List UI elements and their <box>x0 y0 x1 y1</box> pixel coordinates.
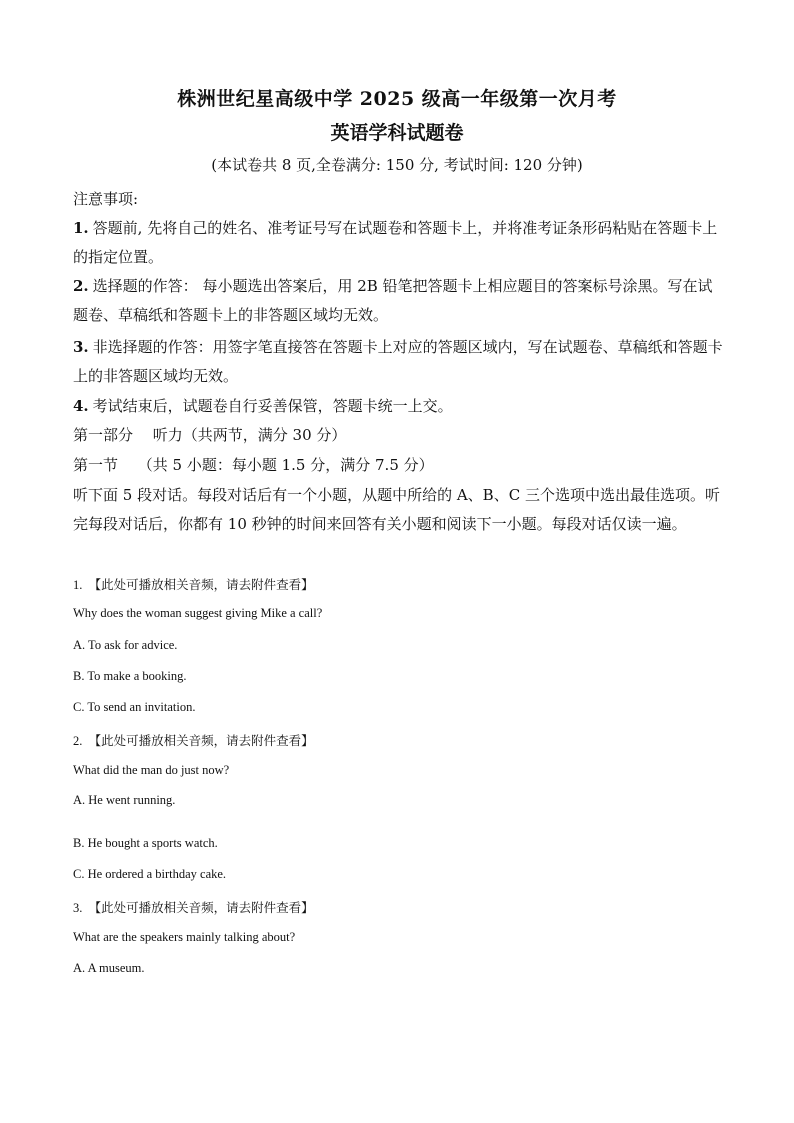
option: A. A museum. <box>73 961 145 975</box>
note-number: 1. <box>73 219 89 237</box>
note-item <box>73 333 723 391</box>
option: C. To send an invitation. <box>73 700 196 714</box>
section1-heading: 第一节 （共 5 小题：每小题 1.5 分，满分 7.5 分） <box>73 456 434 474</box>
option: B. He bought a sports watch. <box>73 836 218 850</box>
option: A. He went running. <box>73 793 176 807</box>
question-label: 2. 【此处可播放相关音频，请去附件查看】 <box>73 734 314 748</box>
note-number: 3. <box>73 338 89 356</box>
question-label: 1. 【此处可播放相关音频，请去附件查看】 <box>73 578 314 592</box>
part1-heading: 第一部分 听力（共两节，满分 30 分） <box>73 426 347 444</box>
note-number: 4. <box>73 397 89 415</box>
note-item <box>73 392 723 421</box>
question-label: 3. 【此处可播放相关音频，请去附件查看】 <box>73 901 314 915</box>
notes-heading: 注意事项: <box>73 190 139 208</box>
note-item <box>73 272 723 330</box>
section1-instructions: 听下面 5 段对话。每段对话后有一个小题，从题中所给的 A、B、C 三个选项中选出最佳选项。听完每段对话后，你都有 10 秒钟的时间来回答有关小题和阅读下一小题。每段对话仅读一遍。 <box>73 486 720 533</box>
exam-title: 株洲世纪星高级中学 2025 级高一年级第一次月考 <box>177 88 617 110</box>
note-text: 选择题的作答： 每小题选出答案后，用 2B 铅笔把答题卡上相应题目的答案标号涂黑。写在试题卷、草稿纸和答题卡上的非答题区域均无效。 <box>73 277 713 324</box>
option: C. He ordered a birthday cake. <box>73 867 227 881</box>
note-item <box>73 214 723 272</box>
subject-title: 英语学科试题卷 <box>330 122 464 144</box>
exam-info: (本试卷共 8 页,全卷满分: 150 分, 考试时间: 120 分钟) <box>211 156 583 174</box>
option: A. To ask for advice. <box>73 638 178 652</box>
note-text: 答题前, 先将自己的姓名、准考证号写在试题卷和答题卡上，并将准考证条形码粘贴在答题卡上的指定位置。 <box>73 219 718 266</box>
note-text: 非选择题的作答：用签字笔直接答在答题卡上对应的答题区域内，写在试题卷、草稿纸和答题卡上的非答题区域均无效。 <box>73 338 723 385</box>
note-text: 考试结束后，试题卷自行妥善保管，答题卡统一上交。 <box>92 397 453 415</box>
question-stem: What did the man do just now? <box>73 763 230 777</box>
note-number: 2. <box>73 277 89 295</box>
option: B. To make a booking. <box>73 669 187 683</box>
question-stem: Why does the woman suggest giving Mike a call? <box>73 606 323 620</box>
question-stem: What are the speakers mainly talking about? <box>73 930 296 944</box>
